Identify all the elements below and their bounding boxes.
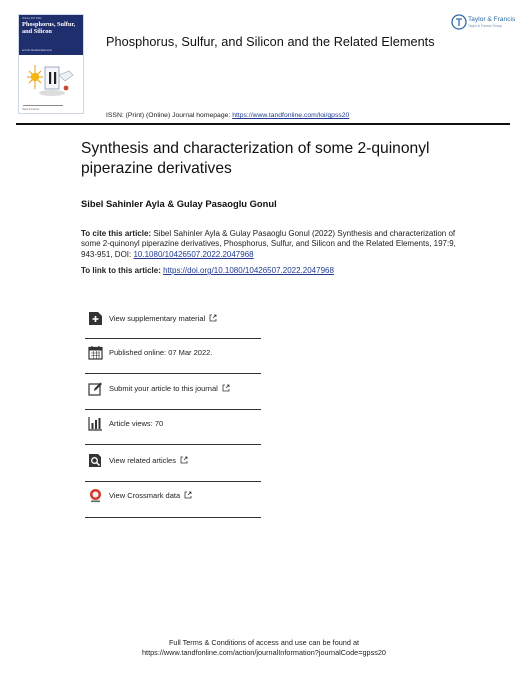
search-document-icon — [88, 453, 103, 468]
submit-article-row[interactable] — [85, 377, 261, 403]
row-divider — [85, 481, 261, 482]
article-title: Synthesis and characterization of some 2-quinonyl piperazine derivatives — [81, 140, 430, 177]
journal-cover-image — [18, 14, 84, 114]
cover-volume-text: Volume 197 2022 — [22, 17, 42, 20]
edit-icon — [88, 381, 103, 396]
row-divider — [85, 409, 261, 410]
published-online-label: Published online: 07 Mar 2022. — [109, 348, 213, 357]
crossmark-icon — [88, 488, 103, 503]
article-views-row — [85, 412, 261, 438]
cover-illustration-icon — [25, 61, 77, 101]
cover-title: Phosphorus, Sulfur, and Silicon — [22, 21, 76, 35]
crossmark-label: View Crossmark data — [109, 491, 181, 500]
view-related-articles-row[interactable] — [85, 449, 261, 475]
row-divider — [85, 517, 261, 518]
row-divider — [85, 338, 261, 339]
citation-label: To cite this article: — [81, 229, 152, 238]
row-divider — [85, 444, 261, 445]
bar-chart-icon — [88, 416, 103, 431]
cover-footer-text: Taylor & Francis — [22, 108, 40, 111]
row-divider — [85, 373, 261, 374]
article-link-line — [81, 266, 334, 275]
publisher-name: Taylor & Francis — [468, 16, 516, 23]
article-views-label: Article views: 70 — [109, 419, 164, 428]
cover-subtitle: and the Related Elements — [22, 49, 52, 52]
taylor-francis-logo[interactable] — [451, 14, 521, 34]
calendar-icon — [88, 345, 103, 360]
external-link-icon — [180, 456, 188, 464]
cover-rule — [23, 105, 63, 106]
footer-terms-link[interactable]: https://www.tandfonline.com/action/journalInformation?journalCode=gpss20 — [142, 648, 386, 657]
article-authors: Sibel Sahinler Ayla & Gulay Pasaoglu Gonul — [81, 198, 277, 209]
issn-label: ISSN: (Print) (Online) Journal homepage: — [106, 112, 231, 119]
tf-emblem-icon — [451, 14, 467, 30]
external-link-icon — [184, 491, 192, 499]
journal-homepage-link[interactable]: https://www.tandfonline.com/loi/gpss20 — [232, 112, 350, 119]
publisher-tagline: Taylor & Francis Group — [468, 24, 502, 28]
citation-doi-link[interactable]: 10.1080/10426507.2022.2047968 — [133, 249, 254, 259]
external-link-icon — [209, 314, 217, 322]
view-supplementary-material-row[interactable] — [85, 307, 261, 333]
citation-text: Sibel Sahinler Ayla & Gulay Pasaoglu Gonul (2022) Synthesis and characterization of some 2-quinonyl piperazine derivatives, Phosphorus, Sulfur, and Silicon and the Related Elements, 197:9, 943-951, DOI: — [81, 229, 456, 259]
article-doi-link[interactable]: https://doi.org/10.1080/10426507.2022.2047968 — [163, 266, 334, 275]
external-link-icon — [222, 384, 230, 392]
link-label: To link to this article: — [81, 266, 161, 275]
footer-terms-text: Full Terms & Conditions of access and use can be found at — [168, 638, 360, 647]
submit-article-label: Submit your article to this journal — [109, 384, 218, 393]
published-online-row — [85, 341, 261, 367]
view-crossmark-row[interactable] — [85, 484, 261, 510]
journal-title: Phosphorus, Sulfur, and Silicon and the Related Elements — [106, 35, 435, 49]
related-articles-label: View related articles — [109, 456, 176, 465]
supplementary-plus-icon — [88, 311, 103, 326]
footer — [0, 638, 528, 658]
issn-line — [106, 112, 349, 119]
header-divider — [16, 123, 510, 125]
supplementary-label: View supplementary material — [109, 314, 206, 323]
citation-block — [81, 229, 456, 260]
